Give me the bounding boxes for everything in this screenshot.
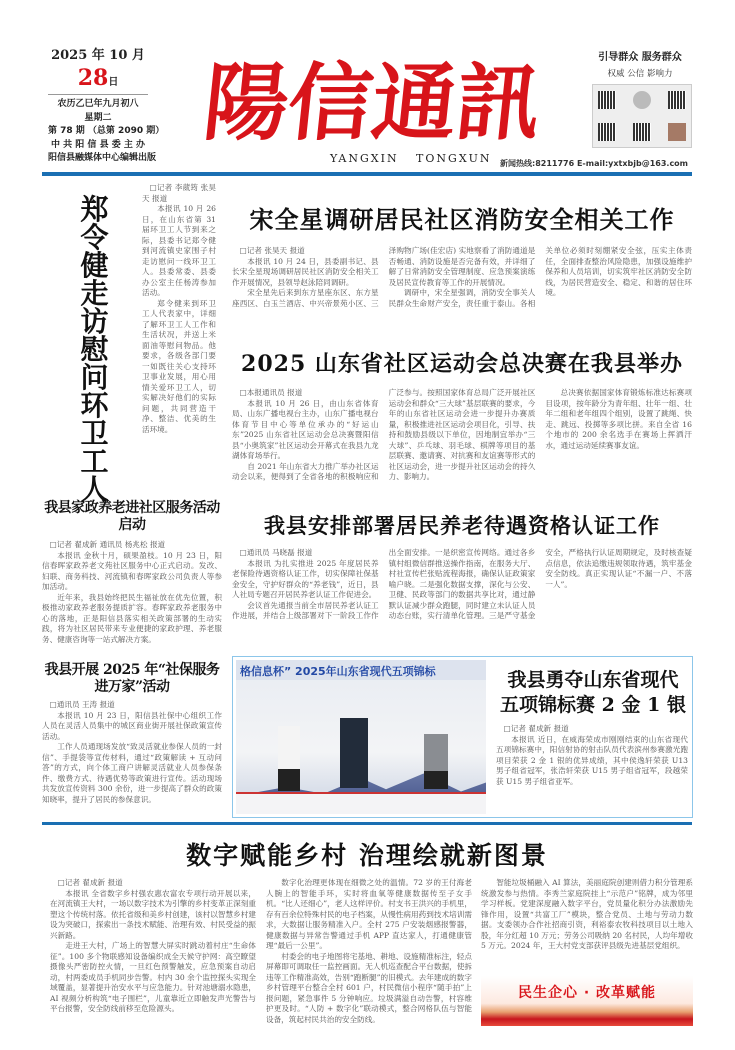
headline-pension-cert: 我县安排部署居民养老待遇资格认证工作	[264, 513, 660, 538]
date-block	[48, 44, 165, 166]
hotline-email: 新闻热线:8211776 E-mail:yxtxbjb@163.com	[500, 159, 689, 168]
top-rule	[42, 172, 692, 176]
qr-code-icon[interactable]	[668, 91, 686, 109]
publisher: 阳信县融媒体中心编辑出版	[48, 153, 157, 163]
headline-fire-safety: 宋全星调研居民社区消防安全相关工作	[249, 205, 675, 234]
headline-sports-games: 2025 山东省社区运动会总决赛在我县举办	[241, 351, 683, 377]
paragraph: 近年来，我县始终把民生福祉放在优先位置，积极推动家政养老服务提质扩容。春晖家政养老服务中心的落地，正是阳信县落实相关政策部署的生动实践，将为社区居民带来专业便捷的家政护理、养老服务、健康咨询等一站式解决方案。	[42, 592, 222, 644]
year-month: 2025 年 10 月	[51, 48, 145, 63]
paragraph: 宋全星先后来到东方星座东区、东方星座西区、白玉兰酒店、中兴帝景苑小区、三泽购物广场(佳宏店) 实地察看了消防通道是否畅通、消防设施是否完备有效，并详细了解了日常消防安全管理制度、应急预案演练及居民宣传教育等工作的开展情况。	[232, 246, 536, 308]
headline-line: 五项锦标赛 2 金 1 银	[500, 694, 686, 716]
paragraph: 本报讯 全省数字乡村强农惠农富农专项行动开展以来，在河流镇王大村，一场以数字技术为引擎的乡村变革正深刻重塑这个传统村落。依托省级和美乡村创建，该村以智慧乡村建设为突破口，探索出一条技术赋能、治理有效、村民受益的振兴新路。	[50, 888, 256, 940]
photo-banner: 格信息杯” 2025年山东省现代五项锦标	[236, 660, 486, 680]
slogan-banner	[481, 976, 693, 1026]
paragraph: 村委会的电子地图将宅基地、耕地、设施精准标注，轻点屏幕即可调取任一监控画面。无人机巡查配合平台数据，使拆违等工作精准高效，告别“跑断腿”的旧模式。去年建成的数字乡村管理平台整合全村 601 户，村民微信小程序“随手拍”上报问题，紧急事件 5 分钟响应。垃圾满溢自动告警，村容维护更及时。“人防 + 数字化”联动模式，整合网格队伍与智能设备，筑起村民共治的安全防线。	[266, 951, 472, 1024]
paragraph: 本报讯 10 月 26 日，在山东省第 31 届环卫工人节到来之际，县委书记郑令健到河流镇史家围子村走访慰问一线环卫工人。县委常委、县委办公室主任杨涛参加活动。	[142, 204, 216, 297]
slogan-main: 引导群众 服务群众	[598, 52, 682, 63]
slogan	[588, 48, 692, 79]
article-social-security	[42, 700, 222, 805]
athlete-gold	[340, 718, 368, 788]
article-zheng	[142, 183, 216, 435]
byline: □记者 李葳筠 张昊天 报道	[142, 183, 216, 203]
article-sports-games	[232, 388, 692, 483]
athlete-silver	[278, 726, 300, 791]
article-pentathlon	[496, 724, 688, 787]
byline: □记者 翟成新 通讯员 杨兆松 报道	[49, 540, 166, 549]
paragraph: 本报讯 金秋十月，硕果盈枝。10 月 23 日，阳信春晖家政养老文苑社区服务中心正式启动。发改、妇联、商务科技、河流镇和春晖家政公司负责人等参加活动。	[42, 550, 222, 591]
award-photo[interactable]	[236, 660, 486, 814]
article-digital-village-col3	[481, 878, 693, 952]
logo-calligraphy: 陽信通訊	[199, 53, 546, 152]
day-number: 28	[77, 65, 109, 91]
headline-line: 我县勇夺山东省现代	[507, 669, 679, 691]
qr-code-icon[interactable]	[598, 91, 616, 109]
slogan-sub: 权威 公信 影响力	[607, 69, 673, 79]
headline-social-security: 我县开展 2025 年“社保服务进万家”活动	[44, 662, 220, 695]
paragraph: 本报讯 近日，在威海荣成市刚刚结束的山东省现代五项锦标赛中，阳信射协的射击队员代表滨州参赛激光跑项目荣获 2 金 1 银的优异成绩，其中侯逸轩荣获 U13 男子组省冠军，张浩轩荣获 U15 男子组省冠军，段越荣获 U15 男子组省亚军。	[496, 734, 688, 786]
article-digital-village-col1	[50, 878, 256, 1015]
paragraph: 本报讯 10 月 23 日，阳信县社保中心组织工作人员在灵活人员集中的城区商业街开展社保政策宣传活动。	[42, 710, 222, 741]
byline: □记者 翟成新 报道	[503, 724, 569, 733]
newspaper-logo	[195, 32, 565, 152]
weekday: 星期二	[84, 112, 112, 123]
banner-text: 民生企心 · 改革赋能	[517, 985, 657, 1001]
article-pension-cert	[232, 548, 692, 622]
headline-elderly-care: 我县家政养老进社区服务活动启动	[44, 500, 220, 533]
bottom-rule	[42, 822, 692, 825]
day	[48, 65, 148, 91]
paragraph: 工作人员通现场发放“致灵活就业参保人员的一封信”、手提袋等宣传材料，通过“政策解读 + 互动问答”的方式，向个体工商户讲解灵活就业人员参保条件、缴费方式、待遇优势等政策进行宣传。活动现场共发放宣传资料 300 余份，进一步提高了群众的政策知晓率，提升了居民的参保意识。	[42, 742, 222, 804]
paragraph: 会议首先通报当前全市居民养老认证工作进展，并结合上级部署对下一阶段工作作出全面安排。一是织密宣传网络。通过各乡镇村组微信群推送操作指南，在服务大厅、村社宣传栏张贴流程海报，确保认证政策家喻户晓。二是强化数据支撑，深化与公安、卫健、民政等部门的数据共享比对，通过静默认证减少群众跑腿，同时建立未认证人员动态台账，实行清单化管理。三是严守基金安全，严格执行认证周期规定，及时核查疑点信息，依法追缴违规领取待遇，筑牢基金安全防线。真正实现认证“不漏一户、不落一人”。	[232, 548, 692, 620]
paragraph: 走进王大村，广场上的智慧大屏实时跳动着村庄“生命体征”。100 多个物联感知设备编织成全天候守护网：高空瞭望摄像头严密防控火情，一旦红色预警触发，应急预案自动启动，村两委成员手机同步告警。村内 30 余个监控探头实现全域覆盖，显著提升治安水平与应急能力。针对池塘溺水隐患，AI 视频分析构筑“电子围栏”，儿童靠近立即触发声光警告与平台报警，安全防线前移至危险源头。	[50, 941, 256, 1013]
paragraph: 本报讯 10 月 26 日，由山东省体育局、山东广播电视台主办，山东广播电视台体育节目中心等单位承办的“好运山东”2025 山东省社区运动会总决赛暨阳信县“小奥筑家”社区运动会开幕式在我县九龙湖体育场举行。	[232, 398, 379, 460]
qr-code-icon[interactable]	[598, 123, 616, 141]
issue-number: 第 78 期 （总第 2090 期）	[48, 126, 165, 136]
article-elderly-care	[42, 540, 222, 645]
paragraph: 调研中，宋全星强调，消防安全事关人民群众生命财产安全，责任重于泰山。各相关单位必须时刻绷紧安全弦，压实主体责任，全面排查整治风险隐患，加强设施维护保养和人员培训，切实筑牢社区消防安全防线，为居民营造安全、稳定、和谐的居住环境。	[388, 246, 692, 308]
divider	[48, 94, 148, 95]
byline: □通讯员 王涛 报道	[49, 700, 115, 709]
article-digital-village-col2	[266, 878, 472, 1025]
headline-vertical: 郑 令 健 走 访 慰 问 环 卫 工 人	[80, 193, 109, 506]
athlete-bronze	[424, 734, 448, 789]
paragraph: 郑令健来到环卫工人代表家中，详细了解环卫工人工作和生活状况，并送上米面油等慰问物品。他要求，各级各部门要一如既往关心支持环卫事业发展，用心用情关爱环卫工人，切实解决好他们的实际问题，共同营造干净、整洁、优美的生活环境。	[142, 298, 216, 434]
qr-code-icon[interactable]	[633, 123, 651, 141]
pinyin-title: YANGXIN TONGXUN	[330, 152, 492, 165]
sponsor: 中 共 阳 信 县 委 主 办	[51, 139, 145, 150]
paragraph: 自 2021 年山东省大力推广举办社区运动会以来，便得到了全省各地的积极响应和广泛参与。按照国家体育总局广泛开展社区运动会和群众“三大球”基层联赛的要求，今年的山东省社区运动会进一步提升办赛质量，积极推进社区运动会项目化，引导、扶持和鼓励县级以下单位，因地制宜举办“三大球”、乒乓球、羽毛球、棋牌等项目的基层联赛、邀请赛、对抗赛和友谊赛等形式的社区运动会，进一步提升社区运动会的持久力、影响力。	[232, 388, 536, 481]
byline: □通讯员 马晓磊 报道	[239, 548, 313, 557]
byline: □记者 翟成新 报道	[57, 878, 123, 887]
paragraph: 本报讯 10 月 24 日，县委副书记、县长宋全星现场调研居民社区消防安全相关工作开展情况，县领导赵泳陪同调研。	[232, 256, 379, 287]
day-unit: 日	[108, 77, 119, 88]
headline-pentathlon	[498, 668, 688, 718]
paragraph: 数字化治理更体现在细微之处的温情。72 岁的王付海老人腕上的智能手环，实时将血氧等健康数据传至子女手机。“比人还细心”，老人这样评价。村支书王洪兴的手机里，存有百余位特殊村民的电子档案，从慢性病用药到技术培训需求，大数据让服务精准入户。全村 275 户安装烟感报警器，健康数据与异常告警通过手机 APP 直达家人，打通健康管理“最后一公里”。	[266, 878, 472, 950]
byline: □记者 张昊天 报道	[239, 246, 305, 255]
qr-codes-panel[interactable]	[592, 84, 692, 148]
paragraph: 本报讯 为扎实推进 2025 年度居民养老保险待遇资格认证工作，切实保障社保基金安全，守护好群众的“养老钱”，近日，县人社局专题召开居民养老认证工作促进会。	[232, 558, 379, 599]
paragraph: 总决赛依据国家体育锻炼标准达标赛项目设项，按年龄分为青年组、壮年一组、壮年二组和老年组四个组别，设置了跳绳、快走、跳远、投掷等多项比拼。来自全省 16 个地市的 200 余名选手在赛场上挥洒汗水，通过运动延续赛事友谊。	[545, 388, 692, 450]
byline: □本报通讯员 报道	[239, 388, 303, 397]
emblem-icon	[633, 91, 651, 109]
article-fire-safety	[232, 246, 692, 309]
lunar-date: 农历乙巳年九月初八	[57, 99, 139, 109]
paragraph: 智能垃圾桶融入 AI 算法，美丽庭院创建则借力积分管理系统激发参与热情。李秀兰家庭院挂上“示范户”铭牌，成为邻里学习样板。党建深度融入数字平台，党员量化积分办法激励先锋作用，设置“共富工厂”模块，整合党员、土地与劳动力数据。支委领办合作社招商引资，利裕泰农牧科技项目以土地入股，年分红超 10 万元；劳务公司吸纳 20 名村民，人均年增收 5 万元。2024 年，王大村党支部获评县级先进基层党组织。	[481, 878, 693, 950]
headline-digital-village: 数字赋能乡村 治理绘就新图景	[186, 841, 548, 870]
podium	[236, 792, 486, 814]
qr-code-icon[interactable]	[668, 123, 686, 141]
